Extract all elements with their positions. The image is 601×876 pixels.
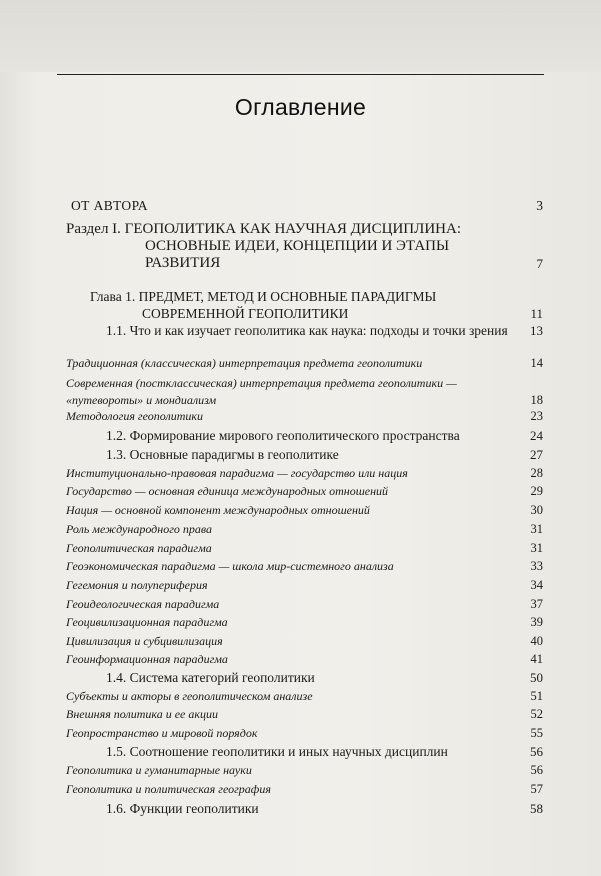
toc-entry-title: Современная (постклассическая) интерпретация предмета геополитики — «путевороты» и мондиализм xyxy=(66,376,457,407)
toc-entry-level-2 xyxy=(90,288,543,322)
toc-entry-level-4 xyxy=(66,596,543,613)
toc-entry-page: 24 xyxy=(530,428,543,443)
toc-entry-level-3 xyxy=(106,446,543,463)
toc-entry-title: Геопространство и мировой порядок xyxy=(66,726,258,740)
toc-entry-page: 58 xyxy=(530,801,543,816)
toc-entry-level-4 xyxy=(66,633,543,650)
toc-entry-page: 55 xyxy=(530,726,543,740)
toc-entry-page: 30 xyxy=(530,503,543,517)
toc-entry-level-4 xyxy=(66,614,543,631)
toc-entry-level-4 xyxy=(66,706,543,723)
toc-entry-title: Геоидеологическая парадигма xyxy=(66,597,220,611)
toc-entry-level-3 xyxy=(106,427,543,444)
toc-entry-title: Геоинформационная парадигма xyxy=(66,652,228,666)
toc-entry-page: 31 xyxy=(530,522,543,536)
toc-entry-level-0 xyxy=(71,197,543,215)
toc-entry-page: 57 xyxy=(530,782,543,796)
toc-entry-level-4 xyxy=(66,502,543,519)
toc-entry-level-4 xyxy=(66,408,543,425)
toc-entry-level-4 xyxy=(66,688,543,705)
toc-entry-page: 52 xyxy=(530,707,543,721)
toc-entry-title: Субъекты и акторы в геополитическом анализе xyxy=(66,689,313,703)
toc-entry-page: 3 xyxy=(536,198,543,213)
toc-entry-title: Институционально-правовая парадигма — государство или нация xyxy=(66,466,408,480)
toc-entry-title: Нация — основной компонент международных отношений xyxy=(66,503,370,517)
toc-entry-title: Методология геополитики xyxy=(66,409,203,423)
toc-entry-title: Внешняя политика и ее акции xyxy=(66,707,218,721)
toc-entry-title: Гегемония и полупериферия xyxy=(66,578,208,592)
toc-entry-page: 27 xyxy=(530,447,543,462)
toc-entry-page: 51 xyxy=(530,689,543,703)
toc-entry-page: 31 xyxy=(530,541,543,555)
toc-entry-title: Глава 1. ПРЕДМЕТ, МЕТОД И ОСНОВНЫЕ ПАРАДИГМЫ СОВРЕМЕННОЙ ГЕОПОЛИТИКИ xyxy=(90,289,437,321)
toc-entry-page: 37 xyxy=(530,597,543,611)
toc-entry-level-4 xyxy=(66,521,543,538)
toc-entry-page: 18 xyxy=(530,393,543,407)
toc-entry-level-4 xyxy=(66,540,543,557)
toc-entry-level-4 xyxy=(66,465,543,482)
toc-entry-page: 50 xyxy=(530,670,543,685)
toc-entry-page: 56 xyxy=(530,744,543,759)
toc-entry-title: 1.5. Соотношение геополитики и иных научных дисциплин xyxy=(106,744,448,759)
toc-entry-page: 39 xyxy=(530,615,543,629)
toc-entry-title: Геополитика и гуманитарные науки xyxy=(66,763,252,777)
toc-entry-title: Государство — основная единица международных отношений xyxy=(66,484,389,498)
toc-entry-page: 7 xyxy=(536,256,543,271)
toc-entry-page: 23 xyxy=(530,409,543,423)
toc-entry-title: 1.6. Функции геополитики xyxy=(106,801,259,816)
toc-entry-title: Геоэкономическая парадигма — школа мир-системного анализа xyxy=(66,559,394,573)
toc-entry-page: 29 xyxy=(530,484,543,498)
toc-entry-level-3 xyxy=(106,669,543,686)
toc-entry-title: Раздел I. ГЕОПОЛИТИКА КАК НАУЧНАЯ ДИСЦИПЛИНА: ОСНОВНЫЕ ИДЕИ, КОНЦЕПЦИИ И ЭТАПЫ РАЗВИТИЯ xyxy=(66,221,461,271)
toc-entry-level-4 xyxy=(66,483,543,500)
toc-entry-level-4 xyxy=(66,762,543,779)
toc-entry-level-4 xyxy=(66,375,543,409)
toc-entry-title: Традиционная (классическая) интерпретация предмета геополитики xyxy=(66,356,423,370)
toc-entry-title: ОТ АВТОРА xyxy=(71,198,148,213)
toc-entry-level-3 xyxy=(106,800,543,817)
toc-entry-level-3 xyxy=(106,322,543,339)
toc-entry-title: Геополитика и политическая география xyxy=(66,782,271,796)
toc-entry-page: 33 xyxy=(530,559,543,573)
toc-entry-page: 56 xyxy=(530,763,543,777)
toc-entry-title: Цивилизация и субцивилизация xyxy=(66,634,223,648)
toc-entry-page: 28 xyxy=(530,466,543,480)
toc-entry-title: 1.2. Формирование мирового геополитического пространства xyxy=(106,428,460,443)
toc-entry-level-4 xyxy=(66,577,543,594)
toc-entry-title: 1.1. Что и как изучает геополитика как наука: подходы и точки зрения xyxy=(106,323,508,338)
page-title: Оглавление xyxy=(234,94,367,120)
toc-entry-level-4 xyxy=(66,725,543,742)
toc-entry-title: Геоцивилизационная парадигма xyxy=(66,615,228,629)
toc-entry-level-4 xyxy=(66,781,543,798)
toc-entry-page: 41 xyxy=(530,652,543,666)
toc-entry-title: 1.3. Основные парадигмы в геополитике xyxy=(106,447,339,462)
toc-entry-page: 40 xyxy=(530,634,543,648)
toc-entry-title: 1.4. Система категорий геополитики xyxy=(106,670,315,685)
toc-entry-level-3 xyxy=(106,743,543,760)
toc-entry-level-1 xyxy=(66,221,543,272)
toc-entry-title: Геополитическая парадигма xyxy=(66,541,212,555)
toc-entry-level-4 xyxy=(66,651,543,668)
toc-entry-level-4 xyxy=(66,355,543,372)
toc-entry-page: 14 xyxy=(530,356,543,370)
toc-entry-page: 11 xyxy=(530,306,543,321)
toc-entry-page: 13 xyxy=(530,323,543,338)
toc-entry-page: 34 xyxy=(530,578,543,592)
toc-entry-title: Роль международного права xyxy=(66,522,213,536)
toc-entry-level-4 xyxy=(66,558,543,575)
